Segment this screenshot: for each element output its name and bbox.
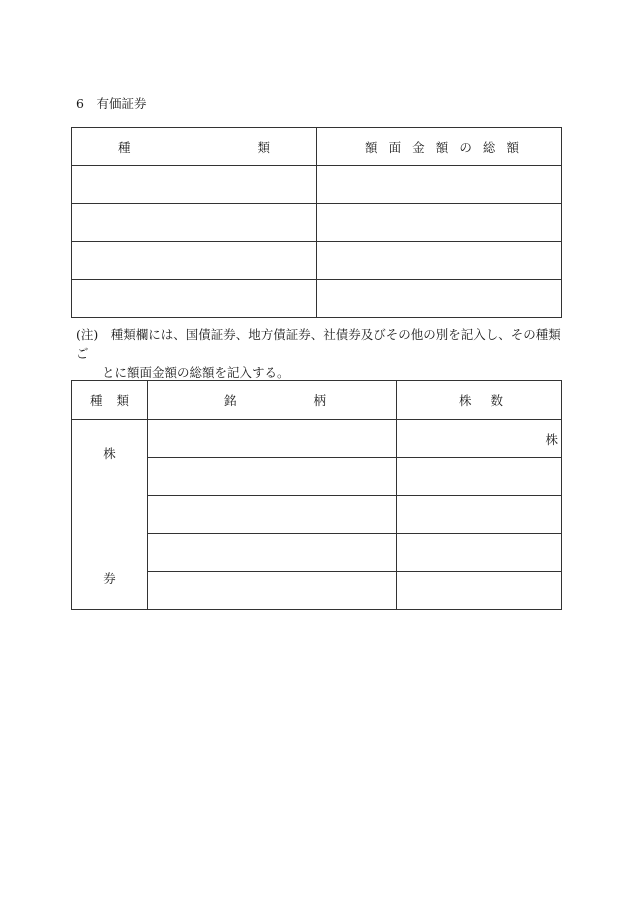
note [76,325,562,382]
header-face-value-total [317,128,562,166]
stock-name-cell[interactable] [148,572,397,610]
header-stock-kind [72,381,148,420]
header-face-value-char: 金 [412,139,425,155]
stock-name-cell[interactable] [148,458,397,496]
stock-shares-cell[interactable] [397,458,562,496]
kind-cell[interactable] [72,204,317,242]
table-row [72,166,562,204]
header-stock-shares [397,381,562,420]
table-row [72,204,562,242]
note-line-2: とに額面金額の総額を記入する。 [102,365,290,380]
shares-unit-label: 株 [545,431,558,447]
table-row [72,242,562,280]
header-kind-char: 類 [257,139,270,155]
stock-name-cell[interactable] [148,496,397,534]
table-row [72,280,562,318]
header-stock-name-char: 柄 [313,393,326,408]
face-value-cell[interactable] [317,166,562,204]
stock-shares-cell[interactable] [397,420,562,458]
header-face-value-char: 額 [506,139,519,155]
kind-cell[interactable] [72,242,317,280]
section-title: 6 有価証券 [76,96,147,111]
stock-kind-label-top: 株 [103,446,116,461]
header-stock-kind-char: 種 [90,393,103,408]
stock-shares-cell[interactable] [397,572,562,610]
stock-shares-cell[interactable] [397,534,562,572]
header-face-value-char: の [459,139,472,155]
stock-kind-label-bottom: 券 [103,571,116,586]
header-stock-shares-char: 株 [459,393,472,408]
header-face-value-char: 面 [388,139,402,155]
stocks-table [71,380,562,610]
header-kind-char: 種 [118,139,131,155]
securities-table [71,127,562,318]
kind-cell[interactable] [72,280,317,318]
table-row [72,420,562,458]
face-value-cell[interactable] [317,204,562,242]
face-value-cell[interactable] [317,242,562,280]
stock-name-cell[interactable] [148,534,397,572]
securities-header-row [72,128,562,166]
stock-name-cell[interactable] [148,420,397,458]
header-stock-kind-char: 類 [116,393,129,408]
note-line-1: (注) 種類欄には、国債証券、地方債証券、社債券及びその他の別を記入し、その種類ご [76,327,561,361]
stocks-header-row [72,381,562,420]
header-stock-name [148,381,397,420]
stock-shares-cell[interactable] [397,496,562,534]
header-stock-shares-char: 数 [490,393,503,408]
header-stock-name-char: 銘 [224,393,237,408]
header-face-value-char: 額 [435,139,449,155]
kind-cell[interactable] [72,166,317,204]
stock-kind-cell [72,420,148,610]
header-face-value-char: 額 [365,139,378,155]
header-face-value-char: 総 [482,139,496,155]
header-kind [72,128,317,166]
face-value-cell[interactable] [317,280,562,318]
